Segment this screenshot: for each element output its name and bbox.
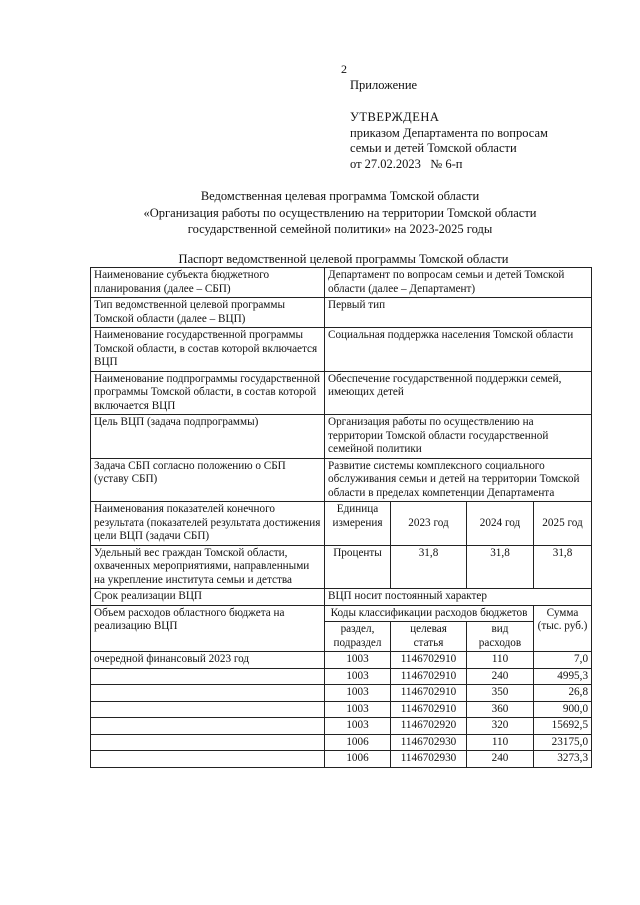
article-code: 1146702930 bbox=[391, 751, 467, 768]
table-row bbox=[91, 652, 592, 669]
approval-line: семьи и детей Томской области bbox=[350, 141, 517, 155]
section-code: 1006 bbox=[325, 751, 391, 768]
appendix-label: Приложение bbox=[350, 78, 418, 92]
type-code: 360 bbox=[467, 701, 534, 718]
indicator-value: 31,8 bbox=[391, 545, 467, 589]
table-row bbox=[91, 328, 592, 372]
title-line: Ведомственная целевая программа Томской области bbox=[200, 189, 480, 203]
table-row bbox=[91, 415, 592, 459]
type-code: 110 bbox=[467, 734, 534, 751]
sum-value: 4995,3 bbox=[534, 668, 592, 685]
sum-value: 23175,0 bbox=[534, 734, 592, 751]
year-label: очередной финансовый 2023 год bbox=[91, 652, 325, 669]
row-label: Цель ВЦП (задача подпрограммы) bbox=[91, 415, 325, 459]
indicator-value: 31,8 bbox=[467, 545, 534, 589]
empty-cell bbox=[91, 734, 325, 751]
row-value: Организация работы по осуществлению на территории Томской области государственной семейной политики bbox=[325, 415, 592, 459]
row-label: Задача СБП согласно положению о СБП (уставу СБП) bbox=[91, 458, 325, 502]
section-code: 1003 bbox=[325, 668, 391, 685]
table-row bbox=[91, 734, 592, 751]
row-value: Первый тип bbox=[325, 298, 592, 328]
article-code: 1146702920 bbox=[391, 718, 467, 735]
approval-block bbox=[350, 110, 548, 172]
section-code: 1006 bbox=[325, 734, 391, 751]
table-row bbox=[91, 685, 592, 702]
year-header: 2024 год bbox=[467, 502, 534, 546]
table-row bbox=[91, 751, 592, 768]
codes-header: Коды классификации расходов бюджетов bbox=[325, 605, 534, 622]
sum-value: 3273,3 bbox=[534, 751, 592, 768]
row-label: Наименования показателей конечного результата (показателей результата достижения цели ВЦП (задачи СБП) bbox=[91, 502, 325, 546]
table-row bbox=[91, 668, 592, 685]
section-code: 1003 bbox=[325, 718, 391, 735]
sum-header: Сумма (тыс. руб.) bbox=[534, 605, 592, 652]
year-header: 2023 год bbox=[391, 502, 467, 546]
section-header: раздел, подраздел bbox=[325, 622, 391, 652]
article-code: 1146702930 bbox=[391, 734, 467, 751]
type-header: вид расходов bbox=[467, 622, 534, 652]
type-code: 240 bbox=[467, 751, 534, 768]
row-label: Тип ведомственной целевой программы Томской области (далее – ВЦП) bbox=[91, 298, 325, 328]
passport-caption: Паспорт ведомственной целевой программы Томской области bbox=[178, 252, 509, 266]
table-row bbox=[91, 701, 592, 718]
row-label: Наименование государственной программы Томской области, в состав которой включается ВЦП bbox=[91, 328, 325, 372]
section-code: 1003 bbox=[325, 701, 391, 718]
passport-table bbox=[90, 267, 592, 768]
sum-value: 15692,5 bbox=[534, 718, 592, 735]
table-row bbox=[91, 605, 592, 622]
page-number: 2 bbox=[341, 62, 347, 76]
row-label: Объем расходов областного бюджета на реализацию ВЦП bbox=[91, 605, 325, 652]
approval-line: приказом Департамента по вопросам bbox=[350, 125, 548, 140]
article-header: целевая статья bbox=[391, 622, 467, 652]
article-code: 1146702910 bbox=[391, 701, 467, 718]
type-code: 240 bbox=[467, 668, 534, 685]
type-code: 110 bbox=[467, 652, 534, 669]
unit-value: Проценты bbox=[325, 545, 391, 589]
table-row bbox=[91, 458, 592, 502]
article-code: 1146702910 bbox=[391, 668, 467, 685]
expense-rows bbox=[91, 652, 592, 768]
empty-cell bbox=[91, 751, 325, 768]
row-value: Развитие системы комплексного социального обслуживания семьи и детей на территории Томской области в пределах компетенции Департамента bbox=[325, 458, 592, 502]
table-row bbox=[91, 718, 592, 735]
type-code: 320 bbox=[467, 718, 534, 735]
article-code: 1146702910 bbox=[391, 685, 467, 702]
table-row bbox=[91, 298, 592, 328]
table-row bbox=[91, 268, 592, 298]
sum-value: 900,0 bbox=[534, 701, 592, 718]
empty-cell bbox=[91, 701, 325, 718]
article-code: 1146702910 bbox=[391, 652, 467, 669]
row-label: Удельный вес граждан Томской области, охваченных мероприятиями, направленными на укрепление института семьи и детства bbox=[91, 545, 325, 589]
approval-date-number: от 27.02.2023 № 6-п bbox=[350, 156, 463, 171]
table-row bbox=[91, 545, 592, 589]
sum-value: 26,8 bbox=[534, 685, 592, 702]
unit-header: Единица измерения bbox=[325, 502, 391, 546]
row-value: ВЦП носит постоянный характер bbox=[325, 589, 592, 606]
row-label: Срок реализации ВЦП bbox=[91, 589, 325, 606]
row-label: Наименование субъекта бюджетного планирования (далее – СБП) bbox=[91, 268, 325, 298]
empty-cell bbox=[91, 668, 325, 685]
row-value: Социальная поддержка населения Томской области bbox=[325, 328, 592, 372]
row-label: Наименование подпрограммы государственной программы Томской области, в состав которой включается ВЦП bbox=[91, 371, 325, 415]
empty-cell bbox=[91, 718, 325, 735]
title-line: государственной семейной политики» на 2023-2025 годы bbox=[187, 222, 493, 236]
document-title bbox=[80, 188, 600, 238]
empty-cell bbox=[91, 685, 325, 702]
table-row bbox=[91, 371, 592, 415]
section-code: 1003 bbox=[325, 685, 391, 702]
table-row bbox=[91, 589, 592, 606]
sum-value: 7,0 bbox=[534, 652, 592, 669]
type-code: 350 bbox=[467, 685, 534, 702]
title-line: «Организация работы по осуществлению на территории Томской области bbox=[143, 205, 537, 220]
year-header: 2025 год bbox=[534, 502, 592, 546]
table-row bbox=[91, 502, 592, 546]
section-code: 1003 bbox=[325, 652, 391, 669]
approval-heading: УТВЕРЖДЕНА bbox=[350, 110, 440, 124]
indicator-value: 31,8 bbox=[534, 545, 592, 589]
row-value: Департамент по вопросам семьи и детей Томской области (далее – Департамент) bbox=[325, 268, 592, 298]
row-value: Обеспечение государственной поддержки семей, имеющих детей bbox=[325, 371, 592, 415]
